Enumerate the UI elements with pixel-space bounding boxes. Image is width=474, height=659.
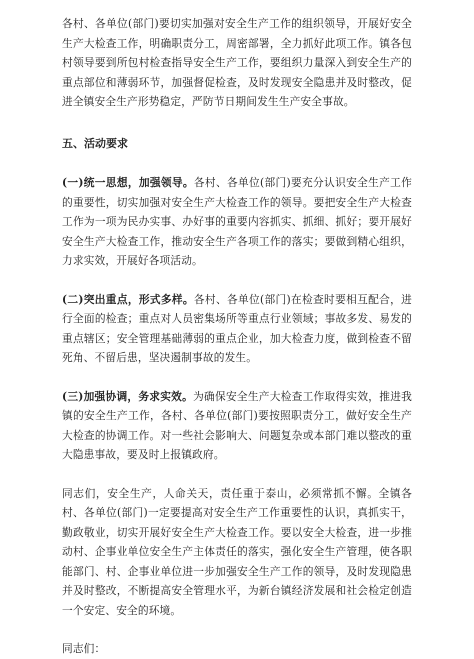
paragraph-highlight-focus: [62, 290, 412, 368]
body-highlight-focus: 各村、各单位(部门)在检查时要相互配合，进行全面的检查；重点对人员密集场所等重点行业领域；事故多发、易发的重点辖区；安全管理基础薄弱的重点企业，加大检查力度，做到检查不留死角、不留后患，坚决遏制事故的发生。: [62, 292, 412, 364]
paragraph-comrades-safety: 同志们，安全生产，人命关天，责任重于泰山，必须常抓不懈。全镇各村、各单位(部门)一定要提高对安全生产工作重要性的认识，真抓实干，勤政敬业，切实开展好安全生产大检查工作。要以安全大检查，进一步推动村、企事业单位安全生产主体责任的落实，强化安全生产管理，使各职能部门、村、企事业单位进一步加强安全生产工作的领导，及时发现隐患并及时整改，不断提高安全管理水平，为新台镇经济发展和社会检定创造一个安定、安全的环境。: [62, 486, 412, 617]
body-coordination: 为确保安全生产大检查工作取得实效，推进我镇的安全生产工作，各村、各单位(部门)要按照职责分工，做好安全生产大检查的协调工作。对一些社会影响大、问题复杂或本部门难以整改的重大隐患事故，要及时上报镇政府。: [62, 389, 412, 461]
section-heading-requirements: 五、活动要求: [62, 136, 128, 150]
paragraph-coordination: [62, 387, 412, 465]
lead-unify-thinking: (一)统一思想，加强领导。: [62, 176, 194, 189]
paragraph-unify-thinking: [62, 173, 412, 271]
lead-coordination: (三)加强协调，务求实效。: [62, 389, 194, 403]
body-unify-thinking: 各村、各单位(部门)要充分认识安全生产工作的重要性，切实加强对安全生产大检查工作的领导。要把安全生产大检查工作为一项为民办实事、办好事的重要内容抓实、抓细、抓好；要开展好安全生产大检查工作，推动安全生产各项工作的落实；要做到精心组织，力求实效，开展好各项活动。: [62, 176, 412, 267]
paragraph-leadership: 各村、各单位(部门)要切实加强对安全生产工作的组织领导，开展好安全生产大检查工作，明确职责分工，周密部署，全力抓好此项工作。镇各包村领导要到所包村检查指导安全生产工作，要组织力量深入到安全生产的重点部位和薄弱环节，加强督促检查，及时发现安全隐患并及时整改，促进全镇安全生产形势稳定，严防节日期间发生生产安全事故。: [62, 17, 412, 108]
document-page: [62, 14, 412, 659]
lead-highlight-focus: (二)突出重点，形式多样。: [62, 292, 194, 306]
closing-salutation: 同志们：: [62, 642, 106, 655]
